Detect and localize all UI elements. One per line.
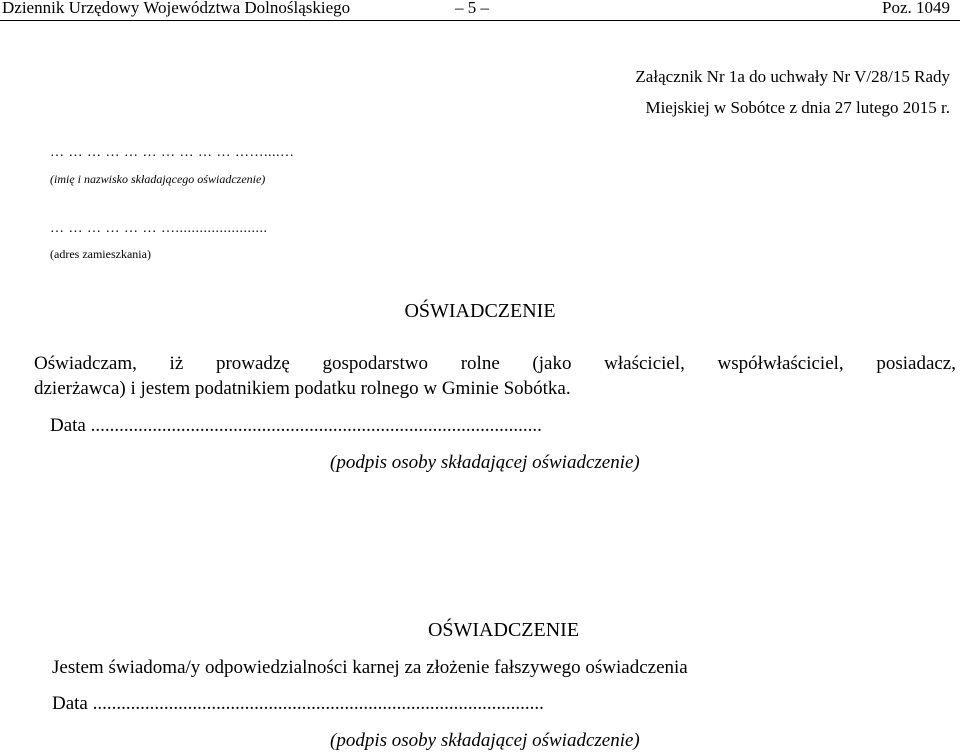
journal-title: Dziennik Urzędowy Województwa Dolnośląskiego <box>2 0 351 17</box>
declaration-2-date: Data ............................................................................................... <box>52 693 544 714</box>
declaration-1-signature-caption: (podpis osoby składającej oświadczenie) <box>330 452 640 473</box>
declaration-1-title: OŚWIADCZENIE <box>404 300 556 322</box>
annex-line-2: Miejskiej w Sobótce z dnia 27 lutego 2015 r. <box>645 98 950 117</box>
declaration-1-line-1: Oświadczam, iż prowadzę gospodarstwo rolne (jako właściciel, współwłaściciel, posiadacz, <box>34 353 956 374</box>
header-rule <box>0 20 960 21</box>
name-dotted-line: … … … … … … … … … … ……....… <box>50 145 295 160</box>
declaration-1-line-2: dzierżawca) i jestem podatnikiem podatku rolnego w Gminie Sobótka. <box>34 378 571 399</box>
address-dotted-line: … … … … … … …....................... <box>50 221 268 236</box>
declaration-1-date: Data ............................................................................................... <box>50 415 542 436</box>
declaration-2-signature-caption: (podpis osoby składającej oświadczenie) <box>330 730 640 751</box>
page-number: – 5 – <box>455 0 489 17</box>
annex-line-1: Załącznik Nr 1a do uchwały Nr V/28/15 Rady <box>635 67 950 86</box>
address-caption: (adres zamieszkania) <box>50 247 151 261</box>
name-caption: (imię i nazwisko składającego oświadczenie) <box>50 172 266 186</box>
declaration-2-line-1: Jestem świadoma/y odpowiedzialności karnej za złożenie fałszywego oświadczenia <box>52 657 688 678</box>
position-number: Poz. 1049 <box>882 0 950 17</box>
declaration-2-title: OŚWIADCZENIE <box>427 619 580 641</box>
